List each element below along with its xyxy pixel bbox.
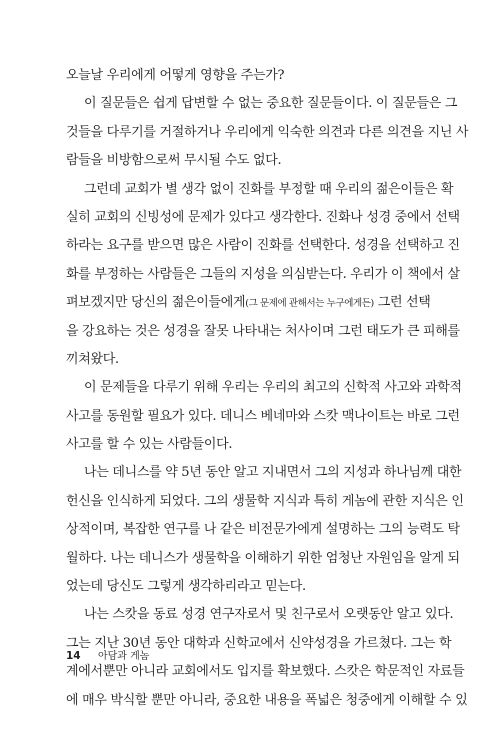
text-line: 사고를 동원할 필요가 있다. 데니스 베네마와 스캇 맥나이트는 바로 그런 (66, 408, 460, 424)
text-line: 화를 부정하는 사람들은 그들의 지성을 의심받는다. 우리가 이 책에서 살 (66, 266, 460, 282)
page-number: 14 (66, 650, 81, 662)
text-line: 나는 데니스를 약 5년 동안 알고 지내면서 그의 지성과 하나님께 대한 (84, 465, 462, 481)
text-line: 에 매우 박식할 뿐만 아니라, 중요한 내용을 폭넓은 청중에게 이해할 수 있 (66, 692, 468, 708)
running-title: 아담과 게놈 (97, 651, 150, 662)
text-line: 헌신을 인식하게 되었다. 그의 생물학 지식과 특히 게놈에 관한 지식은 인 (66, 493, 464, 509)
text-line: 상적이며, 복잡한 연구를 나 같은 비전문가에게 설명하는 그의 능력도 탁 (66, 522, 460, 538)
text-line: 실히 교회의 신빙성에 문제가 있다고 생각한다. 진화나 성경 중에서 선택 (66, 209, 460, 225)
text-line: 끼쳐왔다. (66, 351, 119, 367)
text-line: 그는 지난 30년 동안 대학과 신학교에서 신약성경을 가르쳤다. 그는 학 (66, 635, 452, 651)
text-line: 람들을 비방함으로써 무시될 수도 없다. (66, 153, 282, 169)
page-footer (66, 647, 149, 662)
text-line: 월하다. 나는 데니스가 생물학을 이해하기 위한 엄청난 자원임을 알게 되 (66, 550, 460, 566)
text-segment: 펴보겠지만 당신의 젊은이들에게 (66, 295, 246, 311)
text-line: 오늘날 우리에게 어떻게 영향을 주는가? (66, 68, 285, 83)
text-line: 나는 스캇을 동료 성경 연구자로서 및 친구로서 오랫동안 알고 있다. (84, 607, 454, 623)
body-text (66, 62, 469, 715)
paragraph (66, 90, 469, 175)
text-line: 었는데 당신도 그렇게 생각하리라고 믿는다. (66, 579, 306, 595)
text-segment: 그런 선택 (373, 295, 431, 311)
paragraph (66, 374, 462, 459)
paragraph (66, 62, 434, 90)
parenthetical-aside: (그 문제에 관해서는 누구에게든) (245, 298, 374, 310)
paragraph (66, 176, 460, 375)
text-line: 이 문제들을 다루기 위해 우리는 우리의 최고의 신학적 사고와 과학적 (84, 380, 462, 396)
text-line: 이 질문들은 쉽게 답변할 수 없는 중요한 질문들이다. 이 질문들은 그 (84, 96, 458, 112)
text-line: 을 강요하는 것은 성경을 잘못 나타내는 처사이며 그런 태도가 큰 피해를 (66, 323, 460, 339)
text-line: 하라는 요구를 받으면 많은 사람이 진화를 선택한다. 성경을 선택하고 진 (66, 238, 460, 254)
text-line: 그런데 교회가 별 생각 없이 진화를 부정할 때 우리의 젊은이들은 확 (84, 181, 454, 197)
paragraph (66, 459, 464, 601)
text-line-with-aside (66, 289, 434, 317)
text-line: 계에서뿐만 아니라 교회에서도 입지를 확보했다. 스캇은 학문적인 자료들 (66, 664, 465, 680)
text-line: 것들을 다루기를 거절하거나 우리에게 익숙한 의견과 다른 의견을 지닌 사 (66, 124, 469, 140)
text-line: 사고를 할 수 있는 사람들이다. (66, 437, 233, 453)
